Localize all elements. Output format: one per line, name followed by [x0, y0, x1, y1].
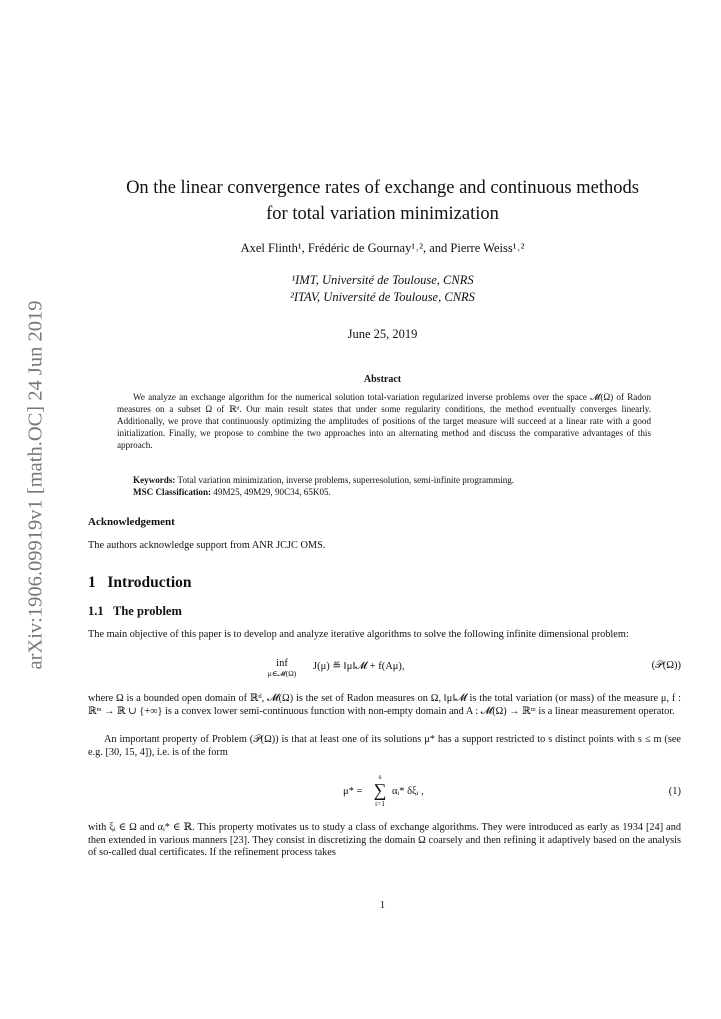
msc-line	[133, 486, 653, 498]
arxiv-sidebar-stamp	[16, 300, 56, 670]
sum-sign-icon: ∑	[373, 780, 387, 800]
abstract-heading: Abstract	[363, 374, 402, 385]
paragraph-definitions: where Ω is a bounded open domain of ℝᵈ, 𝓜(Ω) is the set of Radon measures on Ω, ‖μ‖𝓜 is the total variation (or mass) of the measure μ, f : ℝᵐ → ℝ ∪ {+∞} is a convex lower semi-continuous function with non-empty domain and A : 𝓜(Ω) → ℝᵐ is a linear measurement operator.	[88, 693, 681, 717]
subsection-number: 1.1	[88, 604, 104, 618]
subsection-heading	[88, 604, 182, 619]
acknowledgement-heading: Acknowledgement	[88, 516, 175, 528]
eq2-sum-upper: s	[378, 772, 382, 781]
paper-date: June 25, 2019	[347, 327, 418, 341]
eq1-subscript: μ∈𝓜(Ω)	[267, 669, 297, 678]
section-title: Introduction	[107, 574, 192, 591]
msc-text: 49M25, 49M29, 90C34, 65K05.	[213, 487, 331, 497]
abstract-body: We analyze an exchange algorithm for the numerical solution total-variation regularized inverse problems over the space 𝓜(Ω) of Radon measures on a subset Ω of ℝᵈ. Our main result states that under some regularity conditions, the method eventually converges linearly. Additionally, we prove that continuously optimizing the amplitudes of positions of the target measure will succeed at a linear rate with a good initialization. Finally, we propose to combine the two approaches into an alternating method and discuss the comparative advantages of this approach.	[117, 392, 651, 450]
equation-1-label: (𝒫(Ω))	[651, 660, 681, 671]
keywords-line	[133, 474, 653, 486]
equation-1: J(μ) ≝ ‖μ‖𝓜 + f(Aμ),	[313, 661, 405, 672]
paragraph-exchange: with ξᵢ ∈ Ω and αᵢ* ∈ ℝ. This property motivates us to study a class of exchange algorithms. They were introduced as early as 1934 [24] and then extended in various manners [23]. They consist in discretizing the domain Ω coarsely and then refining it adaptively based on the analysis of so-called dual certificates. If the refinement process takes	[88, 822, 681, 859]
msc-label: MSC Classification:	[133, 487, 212, 497]
eq1-inf: inf	[276, 658, 288, 669]
affiliations	[60, 272, 705, 306]
keywords-label: Keywords:	[133, 475, 176, 485]
eq2-sum-lower: i=1	[374, 799, 386, 808]
equation-2-lhs: μ* =	[343, 786, 363, 797]
subsection-title: The problem	[113, 604, 182, 618]
affiliation-2: ²ITAV, Université de Toulouse, CNRS	[290, 290, 475, 304]
section-number: 1	[88, 574, 96, 591]
title-line-2: for total variation minimization	[266, 204, 499, 224]
page-number: 1	[379, 900, 386, 911]
equation-2-sum	[372, 772, 388, 808]
keywords-text: Total variation minimization, inverse problems, superresolution, semi-infinite programming.	[177, 475, 515, 485]
author-list: Axel Flinth¹, Frédéric de Gournay¹˒², and Pierre Weiss¹˒²	[240, 241, 525, 255]
title-line-1: On the linear convergence rates of exchange and continuous methods	[126, 178, 639, 198]
acknowledgement-text: The authors acknowledge support from ANR JCJC OMS.	[88, 540, 326, 551]
equation-2-rhs: αᵢ* δξᵢ ,	[392, 786, 424, 797]
section-heading	[88, 574, 192, 592]
affiliation-1: ¹IMT, Université de Toulouse, CNRS	[291, 273, 474, 287]
equation-1-operator	[252, 658, 312, 679]
paragraph-property: An important property of Problem (𝒫(Ω)) is that at least one of its solutions μ* has a support restricted to s distinct points with s ≤ m (see e.g. [30, 15, 4]), i.e. is of the form	[88, 734, 681, 758]
paper-title	[60, 175, 705, 227]
equation-2-label: (1)	[668, 786, 681, 797]
paragraph-objective: The main objective of this paper is to develop and analyze iterative algorithms to solve the following infinite dimensional problem:	[88, 629, 629, 640]
arxiv-id: arXiv:1906.09919v1 [math.OC] 24 Jun 2019	[24, 300, 47, 670]
